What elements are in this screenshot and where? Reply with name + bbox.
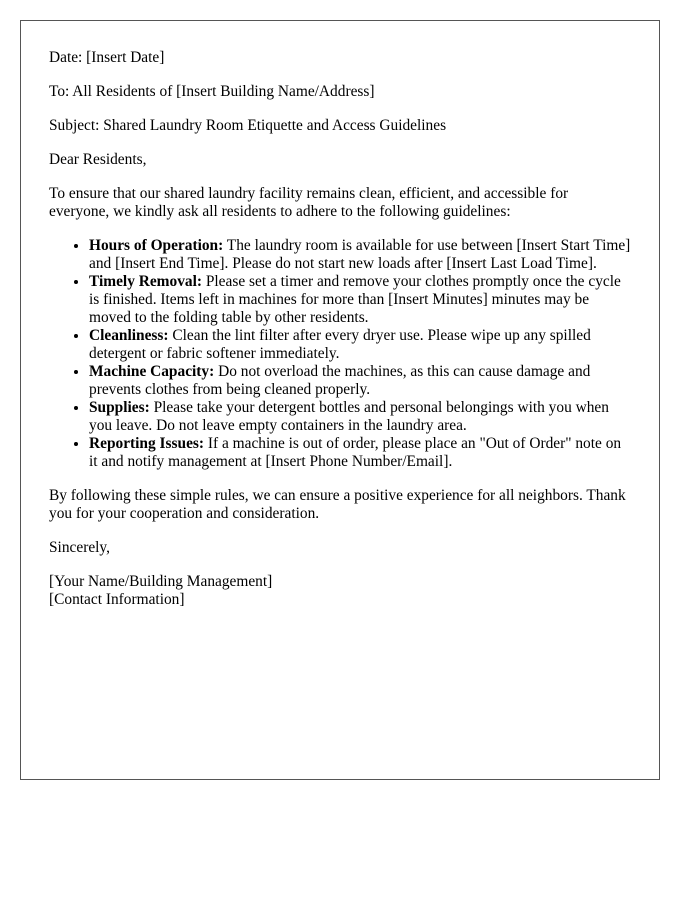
guideline-text: Do not overload the machines, as this can cause damage and prevents clothes from being cleaned properly.	[89, 363, 591, 398]
signoff: Sincerely,	[49, 539, 110, 556]
guideline-term: Cleanliness:	[89, 327, 169, 344]
guideline-item-removal	[89, 273, 631, 327]
closing-paragraph: By following these simple rules, we can ensure a positive experience for all neighbors. Thank you for your cooperation and consideration.	[49, 487, 626, 522]
guideline-term: Reporting Issues:	[89, 435, 205, 452]
guideline-item-hours	[89, 237, 631, 273]
guideline-term: Timely Removal:	[89, 273, 202, 290]
guideline-text: Please set a timer and remove your clothes promptly once the cycle is finished. Items left in machines for more than [Insert Minutes] minutes may be moved to the folding table by other residents.	[89, 273, 621, 326]
guideline-text: The laundry room is available for use between [Insert Start Time] and [Insert End Time]. Please do not start new loads after [Insert Last Load Time].	[89, 237, 631, 272]
guideline-item-reporting	[89, 435, 631, 471]
guideline-term: Machine Capacity:	[89, 363, 215, 380]
date-line: Date: [Insert Date]	[49, 49, 165, 66]
guideline-text: If a machine is out of order, please place an "Out of Order" note on it and notify management at [Insert Phone Number/Email].	[89, 435, 622, 470]
guideline-text: Clean the lint filter after every dryer use. Please wipe up any spilled detergent or fabric softener immediately.	[89, 327, 591, 362]
signature-name: [Your Name/Building Management]	[49, 573, 273, 590]
guideline-term: Hours of Operation:	[89, 237, 224, 254]
guideline-item-capacity	[89, 363, 631, 399]
guidelines-list	[49, 237, 631, 471]
guideline-item-supplies	[89, 399, 631, 435]
guideline-item-cleanliness	[89, 327, 631, 363]
letter-page	[20, 20, 660, 780]
guideline-text: Please take your detergent bottles and personal belongings with you when you leave. Do not leave empty containers in the laundry area.	[89, 399, 609, 434]
signature-contact: [Contact Information]	[49, 591, 185, 608]
subject-line: Subject: Shared Laundry Room Etiquette and Access Guidelines	[49, 117, 447, 134]
recipient-line: To: All Residents of [Insert Building Name/Address]	[49, 83, 375, 100]
salutation: Dear Residents,	[49, 151, 147, 168]
intro-paragraph: To ensure that our shared laundry facility remains clean, efficient, and accessible for everyone, we kindly ask all residents to adhere to the following guidelines:	[49, 185, 569, 220]
guideline-term: Supplies:	[89, 399, 150, 416]
